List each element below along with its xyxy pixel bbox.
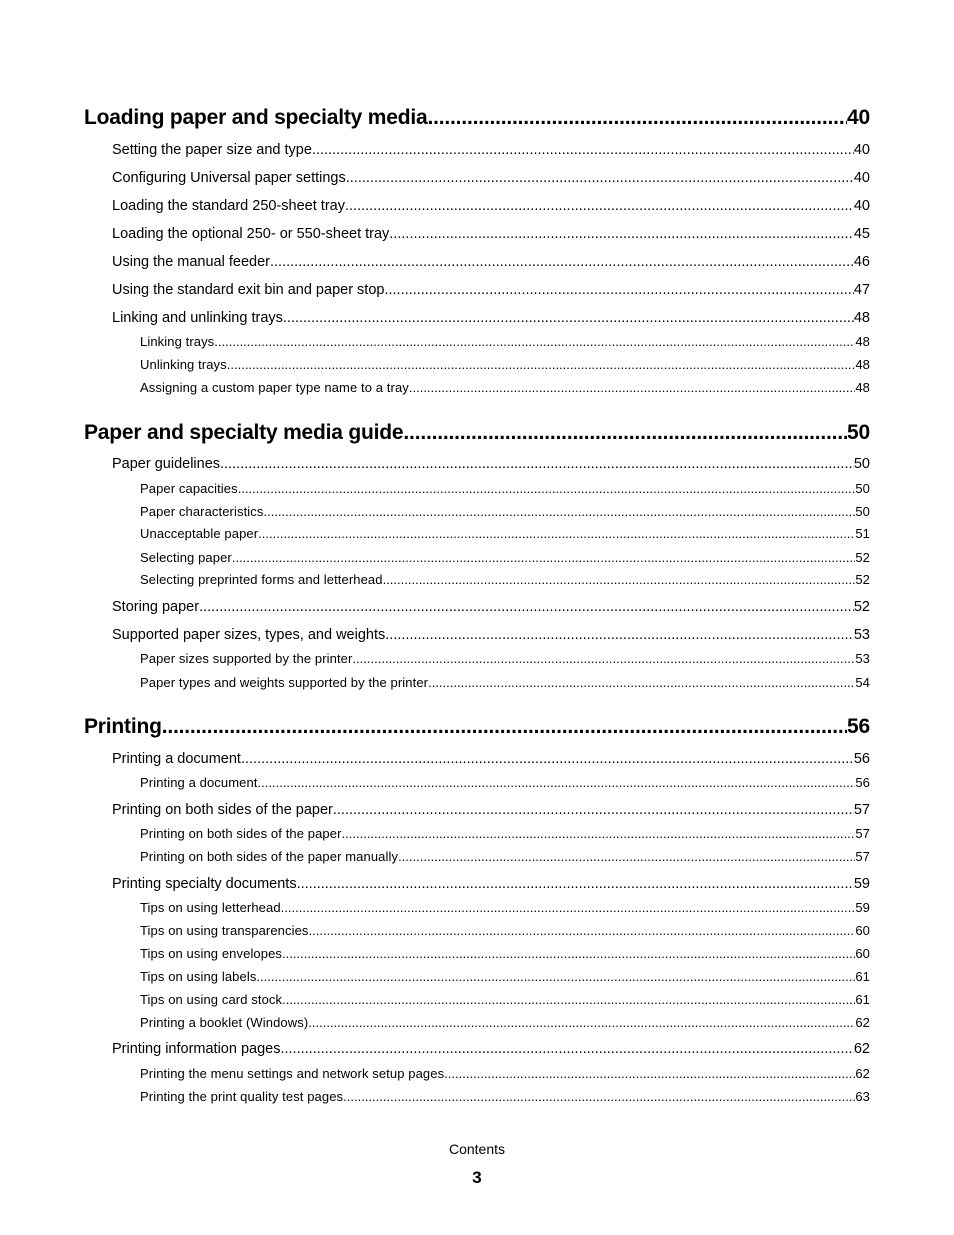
toc-entry-title: Tips on using letterhead [140, 900, 281, 915]
toc-entry-level-3[interactable] [140, 1066, 870, 1081]
toc-entry-page-number: 52 [853, 599, 870, 615]
toc-entry-title: Paper capacities [140, 481, 238, 496]
toc-entry-title: Unacceptable paper [140, 526, 259, 541]
toc-entry-page-number: 60 [855, 946, 870, 961]
toc-entry-level-2[interactable] [112, 751, 870, 767]
toc-entry-page-number: 48 [855, 357, 870, 372]
toc-entry-page-number: 57 [855, 826, 870, 841]
toc-entry-title: Assigning a custom paper type name to a tray [140, 380, 409, 395]
dot-leader [199, 599, 854, 615]
toc-entry-level-3[interactable] [140, 675, 870, 690]
toc-entry-page-number: 62 [855, 1066, 870, 1081]
dot-leader [238, 481, 856, 496]
toc-entry-title: Unlinking trays [140, 357, 227, 372]
toc-entry-page-number: 50 [855, 481, 870, 496]
toc-entry-level-3[interactable] [140, 775, 870, 790]
toc-entry-title: Tips on using transparencies [140, 923, 309, 938]
toc-entry-title: Setting the paper size and type [112, 142, 312, 158]
toc-entry-page-number: 63 [855, 1089, 870, 1104]
toc-entry-title: Printing a document [140, 775, 258, 790]
toc-entry-title: Loading the optional 250- or 550-sheet tray [112, 226, 390, 242]
toc-entry-title: Printing information pages [112, 1041, 281, 1057]
toc-entry-title: Printing [84, 715, 162, 738]
toc-entry-page-number: 47 [853, 282, 870, 298]
dot-leader [214, 334, 855, 349]
dot-leader [282, 992, 855, 1007]
toc-entry-level-3[interactable] [140, 992, 870, 1007]
toc-entry-level-3[interactable] [140, 923, 870, 938]
toc-entry-title: Configuring Universal paper settings [112, 170, 346, 186]
toc-entry-level-3[interactable] [140, 481, 870, 496]
toc-entry-title: Printing a document [112, 751, 241, 767]
toc-entry-title: Paper guidelines [112, 456, 221, 472]
dot-leader [241, 751, 854, 767]
toc-entry-level-2[interactable] [112, 198, 870, 214]
toc-entry-level-2[interactable] [112, 170, 870, 186]
toc-entry-level-3[interactable] [140, 849, 870, 864]
toc-entry-page-number: 57 [853, 802, 870, 818]
toc-entry-title: Printing on both sides of the paper [140, 826, 342, 841]
toc-entry-level-2[interactable] [112, 627, 870, 643]
toc-entry-level-2[interactable] [112, 226, 870, 242]
toc-entry-title: Using the manual feeder [112, 254, 270, 270]
toc-entry-page-number: 50 [847, 421, 870, 444]
toc-entry-title: Linking and unlinking trays [112, 310, 283, 326]
toc-entry-title: Printing on both sides of the paper [112, 802, 333, 818]
toc-entry-title: Storing paper [112, 599, 200, 615]
dot-leader [384, 282, 853, 298]
toc-entry-page-number: 51 [855, 526, 870, 541]
toc-entry-level-3[interactable] [140, 946, 870, 961]
dot-leader [333, 802, 854, 818]
toc-entry-level-3[interactable] [140, 826, 870, 841]
dot-leader [258, 526, 855, 541]
toc-entry-title: Tips on using labels [140, 969, 257, 984]
toc-entry-page-number: 56 [853, 751, 870, 767]
toc-entry-page-number: 61 [855, 969, 870, 984]
dot-leader [312, 142, 854, 158]
toc-entry-level-1[interactable] [84, 421, 870, 445]
toc-entry-page-number: 53 [853, 627, 870, 643]
toc-entry-page-number: 45 [853, 226, 870, 242]
toc-entry-page-number: 54 [855, 675, 870, 690]
dot-leader [258, 775, 856, 790]
toc-entry-page-number: 57 [855, 849, 870, 864]
toc-entry-title: Paper types and weights supported by the printer [140, 675, 429, 690]
toc-entry-title: Using the standard exit bin and paper stop [112, 282, 385, 298]
toc-entry-title: Selecting preprinted forms and letterhead [140, 572, 383, 587]
dot-leader [383, 572, 856, 587]
toc-entry-level-3[interactable] [140, 1089, 870, 1104]
dot-leader [256, 969, 855, 984]
toc-entry-level-2[interactable] [112, 310, 870, 326]
toc-entry-level-2[interactable] [112, 1041, 870, 1057]
footer-page-number: 3 [472, 1168, 482, 1187]
toc-entry-title: Paper characteristics [140, 504, 264, 519]
toc-entry-page-number: 56 [847, 715, 870, 738]
toc-entry-page-number: 50 [855, 504, 870, 519]
dot-leader [409, 380, 855, 395]
toc-entry-page-number: 40 [853, 198, 870, 214]
toc-entry-page-number: 52 [855, 550, 870, 565]
toc-entry-title: Loading the standard 250-sheet tray [112, 198, 345, 214]
dot-leader [282, 946, 855, 961]
dot-leader [343, 1089, 855, 1104]
toc-entry-level-3[interactable] [140, 651, 870, 666]
toc-entry-level-2[interactable] [112, 282, 870, 298]
toc-entry-level-2[interactable] [112, 254, 870, 270]
dot-leader [352, 651, 855, 666]
toc-entry-level-2[interactable] [112, 142, 870, 158]
toc-entry-title: Selecting paper [140, 550, 232, 565]
toc-entry-page-number: 50 [853, 456, 870, 472]
dot-leader [232, 550, 855, 565]
toc-entry-page-number: 48 [855, 334, 870, 349]
toc-entry-level-3[interactable] [140, 357, 870, 372]
toc-entry-level-3[interactable] [140, 572, 870, 587]
toc-entry-page-number: 59 [853, 876, 870, 892]
toc-entry-page-number: 60 [855, 923, 870, 938]
toc-entry-title: Printing the menu settings and network setup pages [140, 1066, 445, 1081]
toc-entry-title: Supported paper sizes, types, and weights [112, 627, 386, 643]
toc-entry-title: Printing the print quality test pages [140, 1089, 344, 1104]
dot-leader [283, 310, 854, 326]
dot-leader [263, 504, 855, 519]
dot-leader [280, 1041, 853, 1057]
toc-entry-page-number: 59 [855, 900, 870, 915]
dot-leader [389, 226, 854, 242]
toc-entry-title: Tips on using card stock [140, 992, 283, 1007]
toc-entry-page-number: 48 [855, 380, 870, 395]
toc-entry-title: Printing specialty documents [112, 876, 297, 892]
toc-entry-title: Tips on using envelopes [140, 946, 283, 961]
dot-leader [342, 826, 856, 841]
dot-leader [270, 254, 854, 270]
dot-leader [220, 456, 854, 472]
dot-leader [345, 198, 854, 214]
toc-entry-level-1[interactable] [84, 715, 870, 739]
toc-entry-page-number: 40 [853, 142, 870, 158]
toc-entry-title: Printing on both sides of the paper manually [140, 849, 399, 864]
toc-entry-level-3[interactable] [140, 969, 870, 984]
toc-entry-page-number: 53 [855, 651, 870, 666]
toc-entry-title: Printing a booklet (Windows) [140, 1015, 309, 1030]
toc-entry-page-number: 40 [853, 170, 870, 186]
toc-entry-level-3[interactable] [140, 550, 870, 565]
dot-leader [444, 1066, 855, 1081]
toc-entry-level-2[interactable] [112, 599, 870, 615]
dot-leader [428, 675, 855, 690]
toc-entry-level-1[interactable] [84, 106, 870, 130]
toc-entry-page-number: 56 [855, 775, 870, 790]
dot-leader [428, 106, 848, 130]
dot-leader [297, 876, 854, 892]
toc-entry-page-number: 61 [855, 992, 870, 1007]
footer-label: Contents [448, 1141, 506, 1157]
toc-entry-level-2[interactable] [112, 876, 870, 892]
dot-leader [309, 923, 856, 938]
toc-entry-level-3[interactable] [140, 380, 870, 395]
toc-entry-title: Paper and specialty media guide [84, 421, 404, 444]
toc-entry-level-3[interactable] [140, 900, 870, 915]
toc-entry-page-number: 48 [853, 310, 870, 326]
toc-entry-page-number: 40 [847, 106, 870, 129]
dot-leader [346, 170, 854, 186]
toc-entry-title: Linking trays [140, 334, 215, 349]
toc-entry-title: Paper sizes supported by the printer [140, 651, 353, 666]
toc-entry-level-3[interactable] [140, 526, 870, 541]
dot-leader [403, 421, 847, 445]
toc-entry-page-number: 62 [853, 1041, 870, 1057]
dot-leader [162, 715, 847, 739]
dot-leader [227, 357, 856, 372]
toc-entry-level-3[interactable] [140, 334, 870, 349]
toc-entry-title: Loading paper and specialty media [84, 106, 428, 129]
toc-entry-page-number: 46 [853, 254, 870, 270]
toc-entry-page-number: 62 [855, 1015, 870, 1030]
toc-entry-level-2[interactable] [112, 802, 870, 818]
dot-leader [385, 627, 854, 643]
toc-entry-level-3[interactable] [140, 1015, 870, 1030]
dot-leader [398, 849, 855, 864]
toc-entry-page-number: 52 [855, 572, 870, 587]
dot-leader [281, 900, 856, 915]
toc-entry-level-3[interactable] [140, 504, 870, 519]
toc-entry-level-2[interactable] [112, 456, 870, 472]
dot-leader [308, 1015, 855, 1030]
